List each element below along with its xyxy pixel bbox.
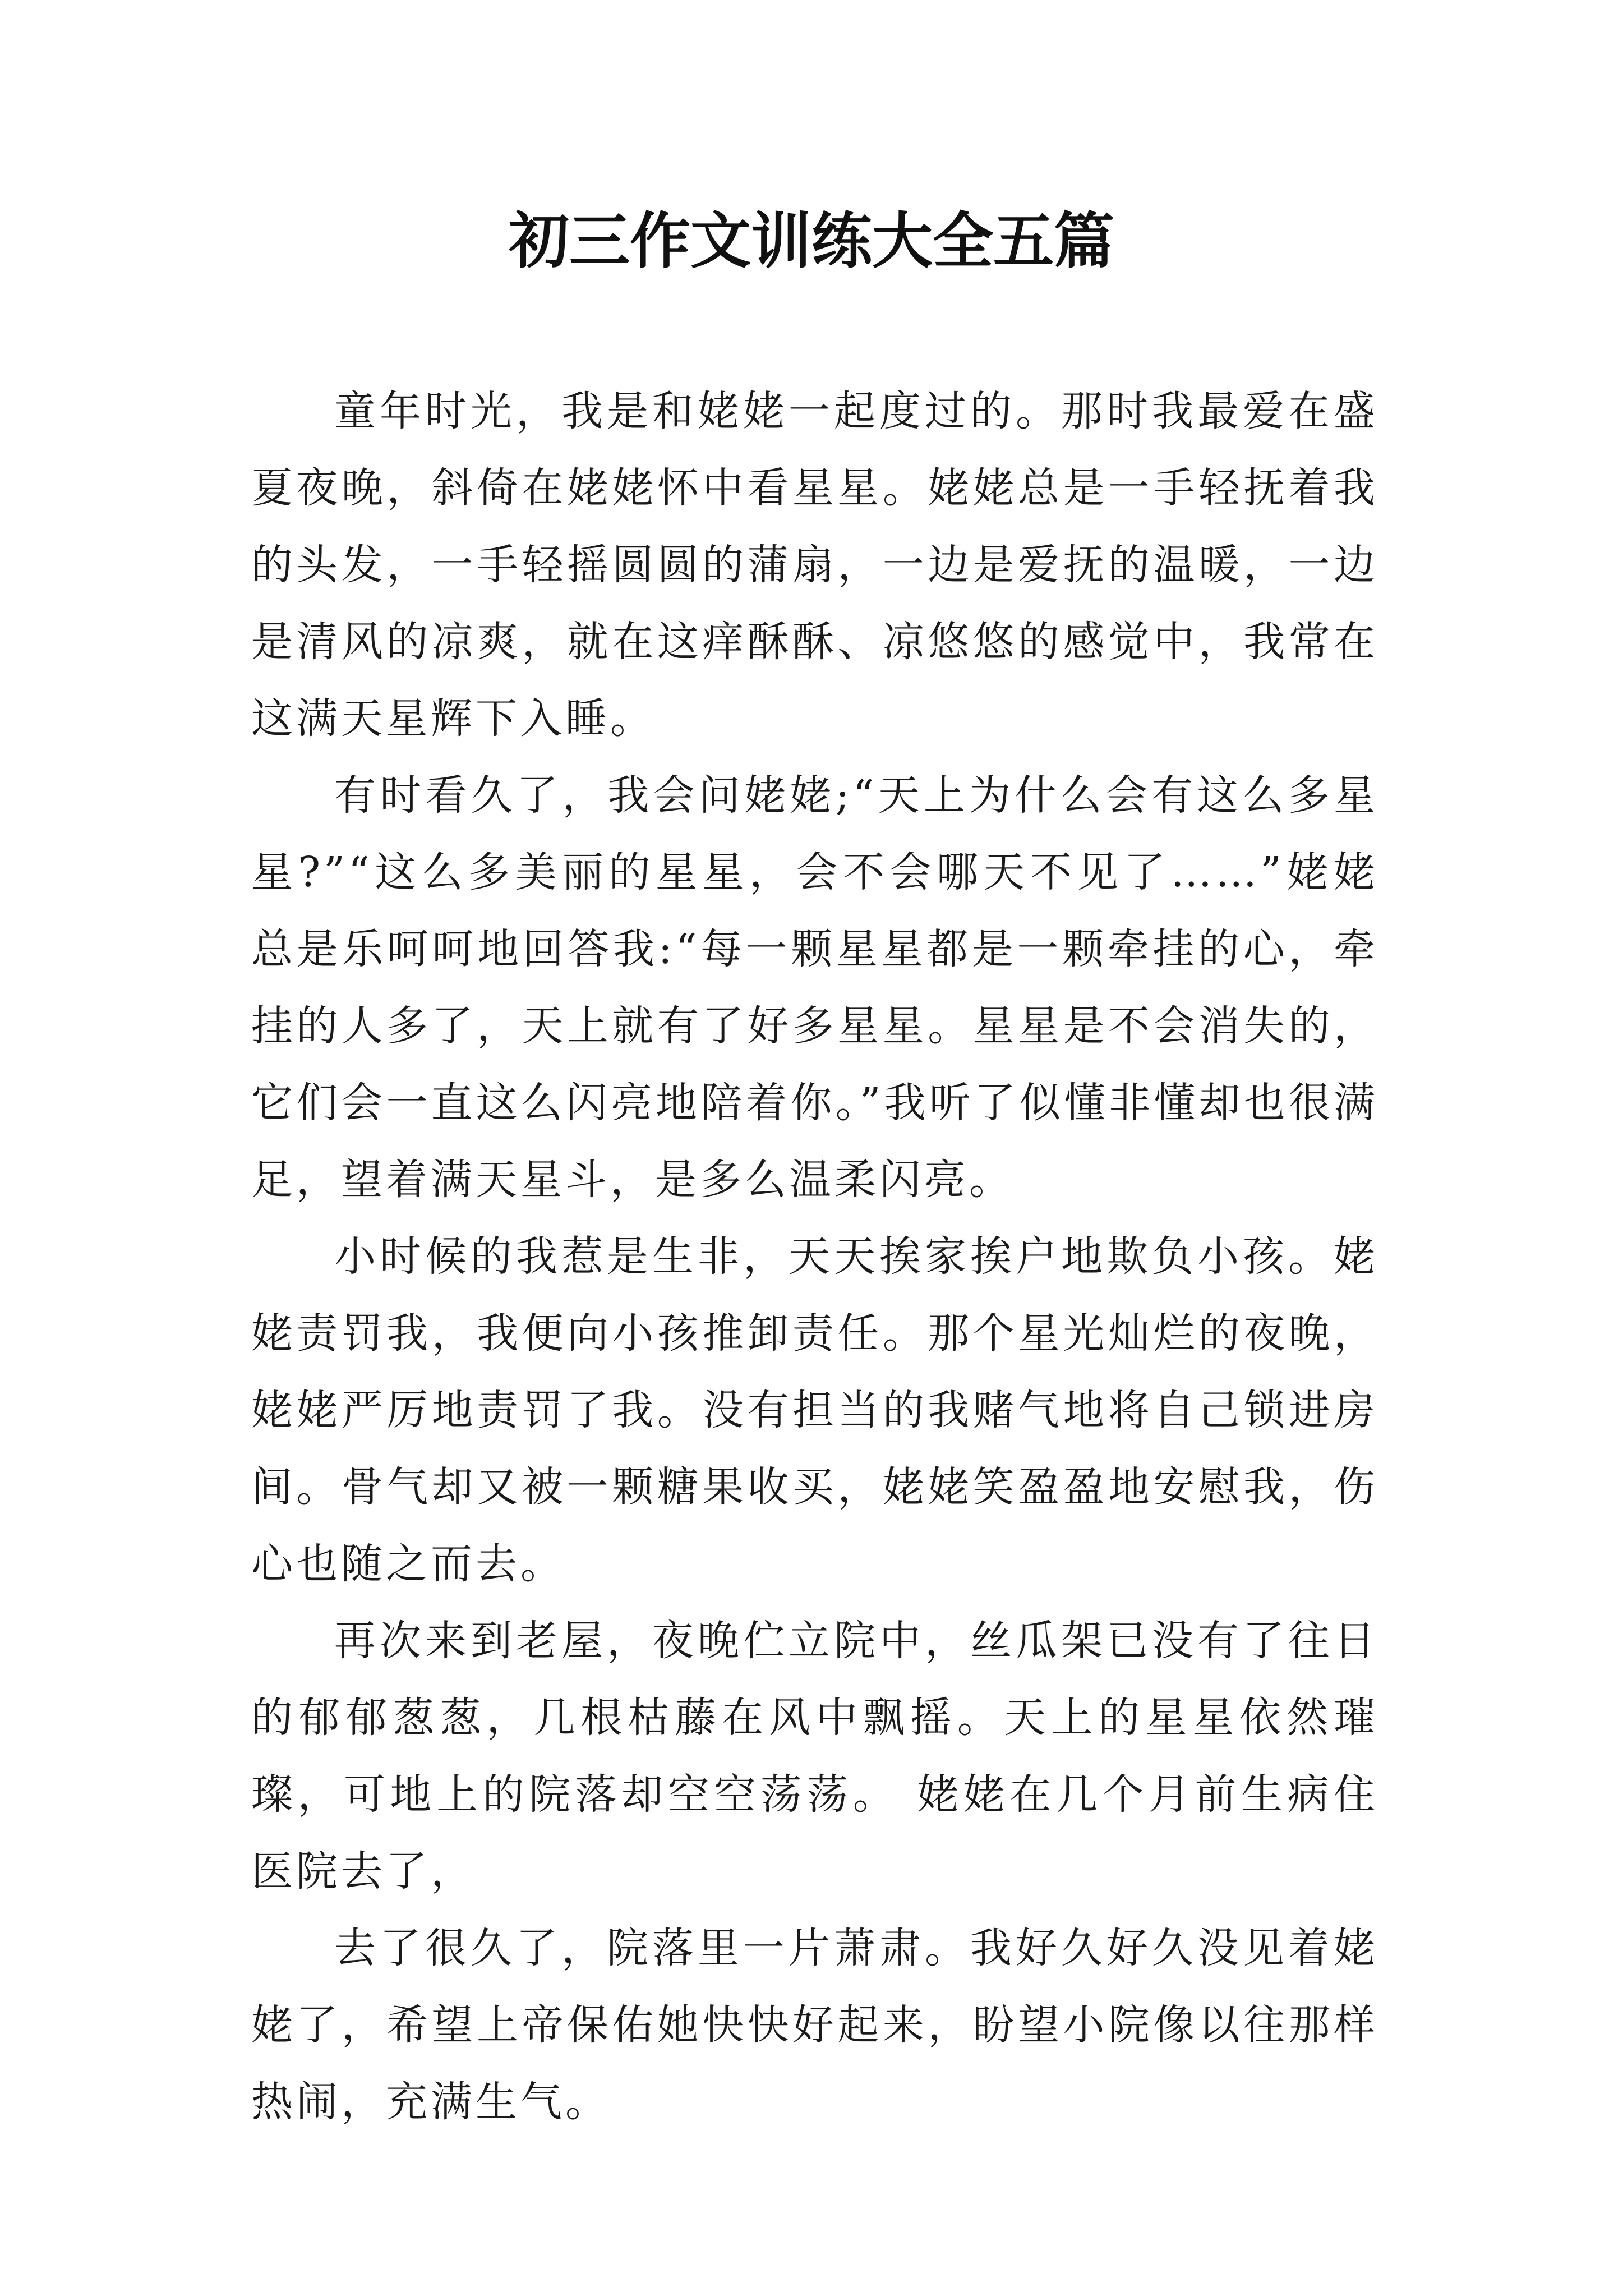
paragraph: 去了很久了，院落里一片萧肃。我好久好久没见着姥姥了，希望上帝保佑她快快好起来，盼望小院像以往那样热闹，充满生气。 <box>251 1924 1378 2126</box>
document-body <box>251 373 1378 2141</box>
paragraph: 有时看久了，我会问姥姥;“天上为什么会有这么多星星?”“这么多美丽的星星，会不会哪天不见了……”姥姥总是乐呵呵地回答我:“每一颗星星都是一颗牵挂的心，牵挂的人多了，天上就有了好多星星。星星是不会消失的，它们会一直这么闪亮地陪着你。”我听了似懂非懂却也很满足，望着满天星斗，是多么温柔闪亮。 <box>251 771 1378 1204</box>
document-title: 初三作文训练大全五篇 <box>508 206 1114 277</box>
paragraph: 童年时光，我是和姥姥一起度过的。那时我最爱在盛夏夜晚，斜倚在姥姥怀中看星星。姥姥总是一手轻抚着我的头发，一手轻摇圆圆的蒲扇，一边是爱抚的温暖，一边是清风的凉爽，就在这痒酥酥、凉悠悠的感觉中，我常在这满天星辉下入睡。 <box>251 387 1378 743</box>
paragraph: 再次来到老屋，夜晚伫立院中，丝瓜架已没有了往日的郁郁葱葱，几根枯藤在风中飘摇。天上的星星依然璀璨，可地上的院落却空空荡荡。 姥姥在几个月前生病住医院去了， <box>251 1617 1378 1895</box>
paragraph: 小时候的我惹是生非，天天挨家挨户地欺负小孩。姥姥责罚我，我便向小孩推卸责任。那个星光灿烂的夜晚，姥姥严厉地责罚了我。没有担当的我赌气地将自己锁进房间。骨气却又被一颗糖果收买，姥姥笑盈盈地安慰我，伤心也随之而去。 <box>251 1232 1378 1588</box>
